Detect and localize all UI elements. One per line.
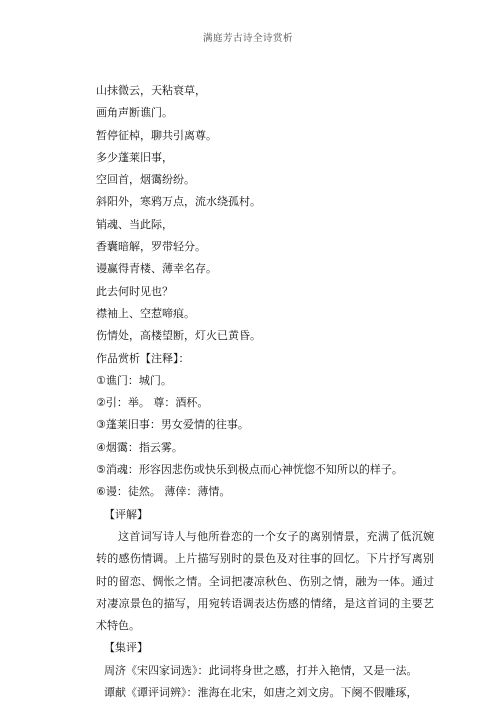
note-item: ⑤消魂：形容因悲伤或快乐到极点而心神恍惚不知所以的样子。: [96, 463, 403, 477]
poem-line: 销魂、当此际，: [96, 217, 173, 231]
note-item: ③蓬莱旧事：男女爱情的往事。: [96, 418, 249, 432]
notes-header: 作品赏析【注释】：: [96, 351, 190, 365]
poem-line: 山抹微云，天粘衰草，: [96, 84, 206, 97]
poem-line: 斜阳外，寒鸦万点，流水绕孤村。: [96, 195, 261, 209]
note-item: ②引：举。 尊：酒杯。: [96, 396, 209, 410]
review-paragraph: 这首词写诗人与他所眷恋的一个女子的离别情景，充满了低沉婉转的感伤情调。上片描写别时的景色及对往事的回忆。下片抒写离别时的留恋、惆怅之情。全词把凄凉秋色、伤别之情，融为一体。通过对凄凉景色的描写，用宛转语调表达伤感的情绪，是这首词的主要艺术特色。: [96, 529, 434, 633]
review-header: 【评解】: [104, 507, 148, 521]
poem-line: 空回首，烟霭纷纷。: [96, 173, 195, 187]
note-item: ⑥谩：徒然。 薄倖：薄情。: [96, 485, 231, 499]
note-item: ④烟霭：指云雾。: [96, 440, 183, 454]
poem-line: 暂停征棹，聊共引离尊。: [96, 128, 217, 142]
poem-line: 香囊暗解，罗带轻分。: [96, 240, 206, 254]
document-body: [96, 80, 434, 704]
collected-review-item: 周济《宋四家词选》：此词将身世之感，打并入艳情，又是一法。: [104, 663, 418, 677]
collected-review-item: 谭献《谭评词辨》：淮海在北宋，如唐之刘文房。下阕不假雕琢，: [104, 686, 418, 700]
poem-line: 多少蓬莱旧事，: [96, 150, 173, 164]
poem-line: 襟袖上、空惹啼痕。: [96, 306, 195, 320]
poem-line: 画角声断谯门。: [96, 106, 173, 120]
collected-reviews-header: 【集评】: [104, 641, 148, 655]
document-title: 满庭芳古诗全诗赏析: [202, 33, 293, 44]
poem-line: 伤情处，高楼望断，灯火已黄昏。: [96, 329, 261, 343]
note-item: ①谯门：城门。: [96, 373, 172, 387]
poem-line: 此去何时见也？: [96, 284, 173, 298]
poem-line: 谩赢得青楼、薄幸名存。: [96, 262, 217, 276]
